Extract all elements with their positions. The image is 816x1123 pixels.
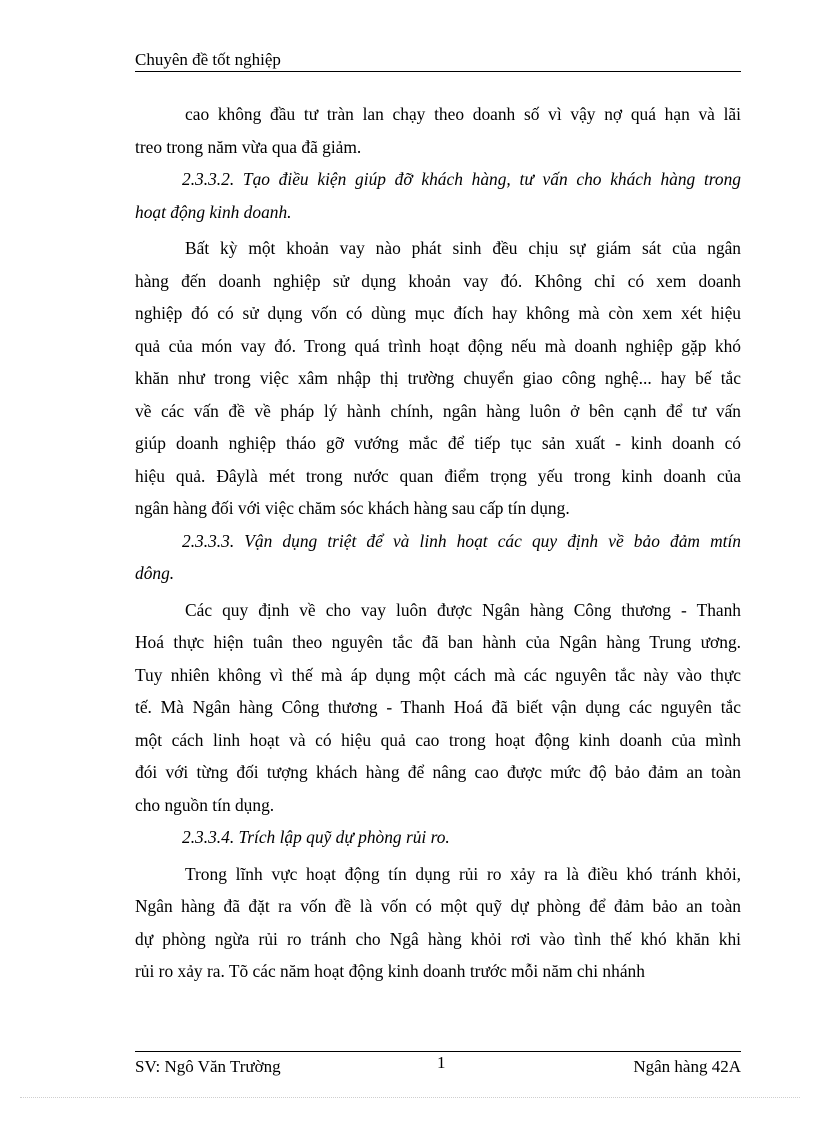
- section-heading: 2.3.3.2. Tạo điều kiện giúp đỡ khách hàng, tư vấn cho khách hàng trong: [182, 169, 741, 189]
- text-line: Bất kỳ một khoản vay nào phát sinh đều chịu sự giám sát của ngân: [185, 238, 741, 258]
- page-footer: [135, 1051, 741, 1076]
- text-line: cao không đầu tư tràn lan chạy theo doanh số vì vậy nợ quá hạn và lãi: [185, 104, 741, 124]
- header-title: Chuyên đề tốt nghiệp: [135, 50, 281, 69]
- body-text: [135, 98, 741, 988]
- text-line: quả của món vay đó. Trong quá trình hoạt động nếu mà doanh nghiệp gặp khó: [135, 335, 741, 356]
- text-line: đói với từng đối tượng khách hàng để nâng cao được mức độ bảo đảm an toàn: [135, 762, 741, 782]
- text-line: cho nguồn tín dụng.: [135, 794, 275, 815]
- footer-student-name: SV: Ngô Văn Trường: [135, 1057, 281, 1076]
- text-line: hiệu quả. Đâylà mét trong nước quan điểm trọng yếu trong kinh doanh của: [135, 465, 741, 486]
- section-heading: dông.: [135, 563, 175, 583]
- text-line: Ngân hàng đã đặt ra vốn đề là vốn có một quỹ dự phòng để đảm bảo an toàn: [135, 896, 741, 916]
- text-line: một cách linh hoạt và có hiệu quả cao trong hoạt động kinh doanh của mình: [135, 729, 741, 750]
- footer-class-name: Ngân hàng 42A: [633, 1057, 741, 1076]
- page-bottom-dotted-rule: [20, 1097, 800, 1098]
- text-line: hàng đến doanh nghiệp sử dụng khoản vay đó. Không chỉ có xem doanh: [135, 270, 741, 291]
- section-heading: 2.3.3.3. Vận dụng triệt để và linh hoạt các quy định về bảo đảm mtín: [182, 530, 741, 551]
- text-line: tế. Mà Ngân hàng Công thương - Thanh Hoá đã biết vận dụng các nguyên tắc: [135, 697, 741, 717]
- text-line: khăn như trong việc xâm nhập thị trường chuyển giao công nghệ... hay bế tắc: [135, 368, 741, 388]
- text-line: Hoá thực hiện tuân theo nguyên tắc đã ban hành của Ngân hàng Trung ương.: [135, 632, 741, 652]
- text-line: Tuy nhiên không vì thế mà áp dụng một cách mà các nguyên tắc này vào thực: [135, 664, 741, 685]
- section-heading: hoạt động kinh doanh.: [135, 201, 292, 222]
- text-line: về các vấn đề về pháp lý hành chính, ngân hàng luôn ở bên cạnh để tư vấn: [135, 400, 741, 421]
- text-line: giúp doanh nghiệp tháo gỡ vướng mắc để tiếp tục sản xuất - kinh doanh có: [135, 433, 741, 453]
- page-number: 1: [437, 1053, 446, 1072]
- text-line: rủi ro xảy ra. Tõ các năm hoạt động kinh doanh trước mỗi năm chi nhánh: [135, 961, 645, 981]
- section-heading: 2.3.3.4. Trích lập quỹ dự phòng rủi ro.: [182, 827, 450, 847]
- text-line: ngân hàng đối với việc chăm sóc khách hàng sau cấp tín dụng.: [135, 498, 570, 518]
- text-line: Các quy định về cho vay luôn được Ngân hàng Công thương - Thanh: [185, 599, 741, 620]
- text-line: nghiệp đó có sử dụng vốn có dùng mục đích hay không mà còn xem xét hiệu: [135, 303, 741, 323]
- text-line: treo trong năm vừa qua đã giảm.: [135, 136, 362, 157]
- text-line: Trong lĩnh vực hoạt động tín dụng rủi ro xảy ra là điều khó tránh khỏi,: [185, 863, 741, 884]
- text-line: dự phòng ngừa rủi ro tránh cho Ngâ hàng khỏi rơi vào tình thế khó khăn khi: [135, 928, 741, 949]
- page-header: [135, 50, 741, 72]
